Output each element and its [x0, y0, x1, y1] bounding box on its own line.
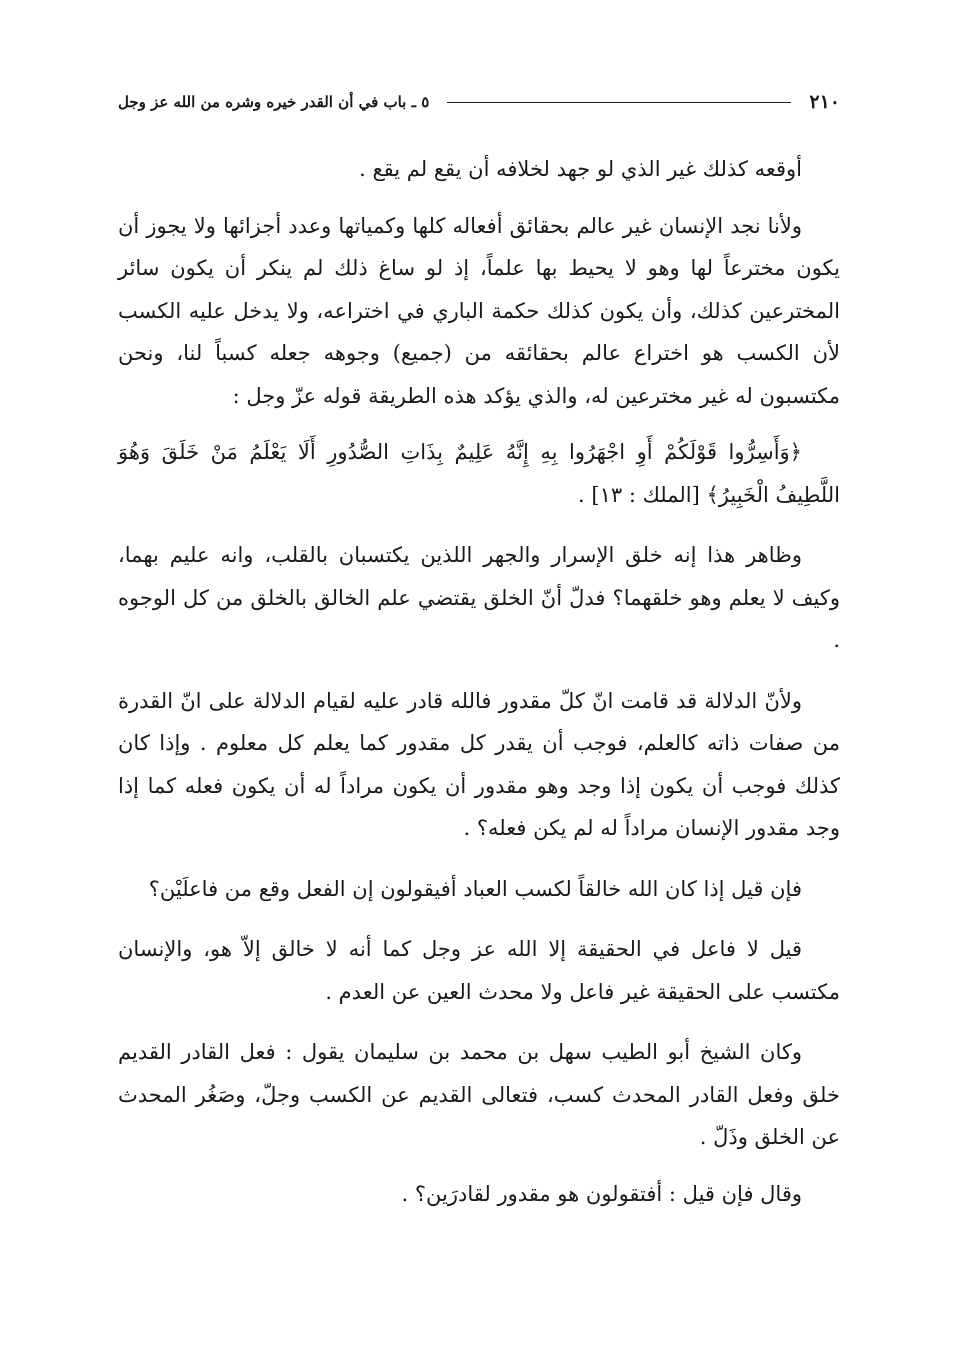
- paragraph: فإن قيل إذا كان الله خالقاً لكسب العباد أفيقولون إن الفعل وقع من فاعلَيْن؟: [148, 876, 802, 901]
- running-header: [118, 90, 840, 114]
- paragraph: وكان الشيخ أبو الطيب سهل بن محمد بن سليمان يقول : فعل القادر القديم خلق وفعل القادر المحدث كسب، فتعالى القديم عن الكسب وجلّ، وصَغُر المحدث عن الخلق وذَلّ .: [118, 1040, 840, 1149]
- chapter-title: ٥ ـ باب في أن القدر خيره وشره من الله عز وجل: [118, 93, 430, 111]
- paragraph: قيل لا فاعل في الحقيقة إلا الله عز وجل كما أنه لا خالق إلاّ هو، والإنسان مكتسب على الحقيقة غير فاعل ولا محدث العين عن العدم .: [118, 937, 840, 1004]
- page-number: ٢١٠: [809, 91, 840, 113]
- quran-verse: ﴿وَأَسِرُّوا قَوْلَكُمْ أَوِ اجْهَرُوا بِهِ إِنَّهُ عَلِيمٌ بِذَاتِ الصُّدُورِ أَلَا يَعْلَمُ مَنْ خَلَقَ وَهُوَ اللَّطِيفُ الْخَبِيرُ﴾ [الملك : ١٣] .: [118, 440, 840, 507]
- paragraph-continuation: أوقعه كذلك غير الذي لو جهد لخلافه أن يقع لم يقع .: [359, 157, 802, 181]
- paragraph: ولأنّ الدلالة قد قامت انّ كلّ مقدور فالله قادر عليه لقيام الدلالة على انّ القدرة من صفات ذاته كالعلم، فوجب أن يقدر كل مقدور كما يعلم كل معلوم . وإذا كان كذلك فوجب أن يكون إذا وجد وهو مقدور أن يكون مراداً له أن يكون فعله كما إذا وجد مقدور الإنسان مراداً له لم يكن فعله؟ .: [118, 688, 840, 840]
- paragraph: ولأنا نجد الإنسان غير عالم بحقائق أفعاله كلها وكمياتها وعدد أجزائها ولا يجوز أن يكون مخترعاً لها وهو لا يحيط بها علماً، إذ لو ساغ ذلك لم ينكر أن يكون سائر المخترعين كذلك، وأن يكون كذلك حكمة الباري في اختراعه، ولا يدخل عليه الكسب لأن الكسب هو اختراع عالم بحقائقه من (جميع) وجوهه جعله كسباً لنا، ونحن مكتسبون له غير مخترعين له، والذي يؤكد هذه الطريقة قوله عزّ وجل :: [118, 213, 840, 408]
- header-rule: [447, 102, 791, 103]
- paragraph: وظاهر هذا إنه خلق الإسرار والجهر اللذين يكتسبان بالقلب، وانه عليم بهما، وكيف لا يعلم وهو خلقهما؟ فدلّ أنّ الخلق يقتضي علم الخالق بالخلق من كل الوجوه .: [118, 543, 840, 652]
- paragraph: وقال فإن قيل : أفتقولون هو مقدور لقادرَين؟ .: [401, 1181, 802, 1206]
- page-body: [118, 148, 840, 1215]
